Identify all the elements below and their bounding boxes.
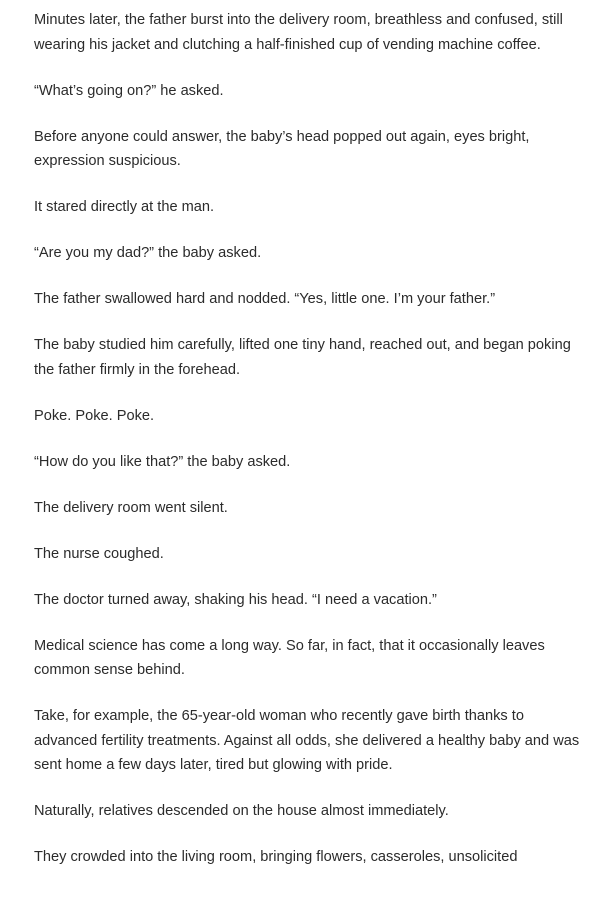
paragraph: They crowded into the living room, bringing flowers, casseroles, unsolicited xyxy=(34,849,518,866)
paragraph: Poke. Poke. Poke. xyxy=(34,407,155,424)
paragraph: “What’s going on?” he asked. xyxy=(34,82,224,99)
paragraph: Take, for example, the 65-year-old woman who recently gave birth thanks to advanced fertility treatments. Against all odds, she delivered a healthy baby and was sent home a few days later, tired but glowing with pride. xyxy=(34,708,580,774)
paragraph: Minutes later, the father burst into the delivery room, breathless and confused, still wearing his jacket and clutching a half-finished cup of vending machine coffee. xyxy=(34,12,563,53)
paragraph: Naturally, relatives descended on the house almost immediately. xyxy=(34,803,449,820)
paragraph: “How do you like that?” the baby asked. xyxy=(34,453,291,470)
paragraph: “Are you my dad?” the baby asked. xyxy=(34,245,262,262)
paragraph: Medical science has come a long way. So far, in fact, that it occasionally leaves common sense behind. xyxy=(34,637,545,679)
article-body xyxy=(34,8,582,891)
paragraph: Before anyone could answer, the baby’s head popped out again, eyes bright, expression suspicious. xyxy=(34,128,530,170)
paragraph: The doctor turned away, shaking his head. “I need a vacation.” xyxy=(34,591,437,608)
paragraph: The father swallowed hard and nodded. “Yes, little one. I’m your father.” xyxy=(34,291,496,308)
paragraph: The baby studied him carefully, lifted one tiny hand, reached out, and began poking the father firmly in the forehead. xyxy=(34,337,571,378)
paragraph: The delivery room went silent. xyxy=(34,499,228,516)
paragraph: It stared directly at the man. xyxy=(34,199,215,216)
paragraph: The nurse coughed. xyxy=(34,545,164,562)
